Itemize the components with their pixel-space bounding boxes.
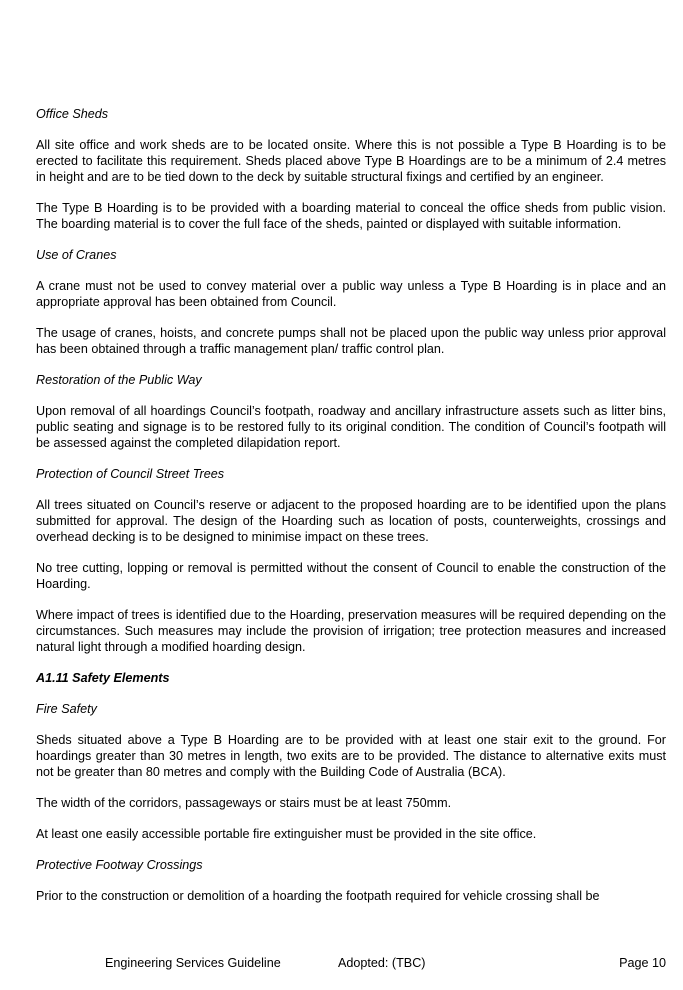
- paragraph-cranes-2: The usage of cranes, hoists, and concrete pumps shall not be placed upon the public way unless prior approval has been obtained through a traffic management plan/ traffic control plan.: [36, 326, 666, 356]
- paragraph-footway-crossings-1: Prior to the construction or demolition of a hoarding the footpath required for vehicle crossing shall be: [36, 889, 600, 903]
- paragraph-trees-1: All trees situated on Council’s reserve or adjacent to the proposed hoarding are to be identified upon the plans submitted for approval. The design of the Hoarding such as location of posts, counterweights, crossings and overhead decking is to be designed to minimise impact on these trees.: [36, 498, 666, 544]
- paragraph-office-sheds-2: The Type B Hoarding is to be provided with a boarding material to conceal the office sheds from public vision. The boarding material is to cover the full face of the sheds, painted or displayed with suitable information.: [36, 201, 666, 231]
- heading-footway-crossings: Protective Footway Crossings: [36, 858, 203, 872]
- paragraph-office-sheds-1: All site office and work sheds are to be located onsite. Where this is not possible a Type B Hoarding is to be erected to facilitate this requirement. Sheds placed above Type B Hoardings are to be a minimum of 2.4 metres in height and are to be tied down to the deck by suitable structural fixings and certified by an engineer.: [36, 138, 666, 184]
- heading-protection-trees: Protection of Council Street Trees: [36, 467, 225, 481]
- document-body: [36, 106, 666, 919]
- footer-document-title: Engineering Services Guideline: [105, 956, 281, 970]
- paragraph-trees-3: Where impact of trees is identified due to the Hoarding, preservation measures will be required depending on the circumstances. Such measures may include the provision of irrigation; tree protection measures and increased natural light through a modified hoarding design.: [36, 608, 666, 654]
- heading-fire-safety: Fire Safety: [36, 702, 97, 716]
- footer-adopted: Adopted: (TBC): [338, 956, 426, 970]
- paragraph-restoration-1: Upon removal of all hoardings Council’s footpath, roadway and ancillary infrastructure assets such as litter bins, public seating and signage is to be restored fully to its original condition. The condition of Council’s footpath will be assessed against the completed dilapidation report.: [36, 404, 666, 450]
- heading-restoration: Restoration of the Public Way: [36, 373, 202, 387]
- paragraph-fire-safety-2: The width of the corridors, passageways or stairs must be at least 750mm.: [36, 796, 452, 810]
- heading-office-sheds: Office Sheds: [36, 107, 109, 121]
- page-footer: [0, 955, 683, 973]
- footer-page-number: Page 10: [619, 956, 666, 970]
- heading-safety-elements: A1.11 Safety Elements: [36, 671, 170, 685]
- paragraph-cranes-1: A crane must not be used to convey material over a public way unless a Type B Hoarding is in place and an appropriate approval has been obtained from Council.: [36, 279, 666, 309]
- heading-use-of-cranes: Use of Cranes: [36, 248, 117, 262]
- paragraph-fire-safety-3: At least one easily accessible portable fire extinguisher must be provided in the site office.: [36, 827, 537, 841]
- paragraph-trees-2: No tree cutting, lopping or removal is permitted without the consent of Council to enable the construction of the Hoarding.: [36, 561, 666, 591]
- paragraph-fire-safety-1: Sheds situated above a Type B Hoarding are to be provided with at least one stair exit to the ground. For hoardings greater than 30 metres in length, two exits are to be provided. The distance to alternative exits must not be greater than 80 metres and comply with the Building Code of Australia (BCA).: [36, 733, 666, 779]
